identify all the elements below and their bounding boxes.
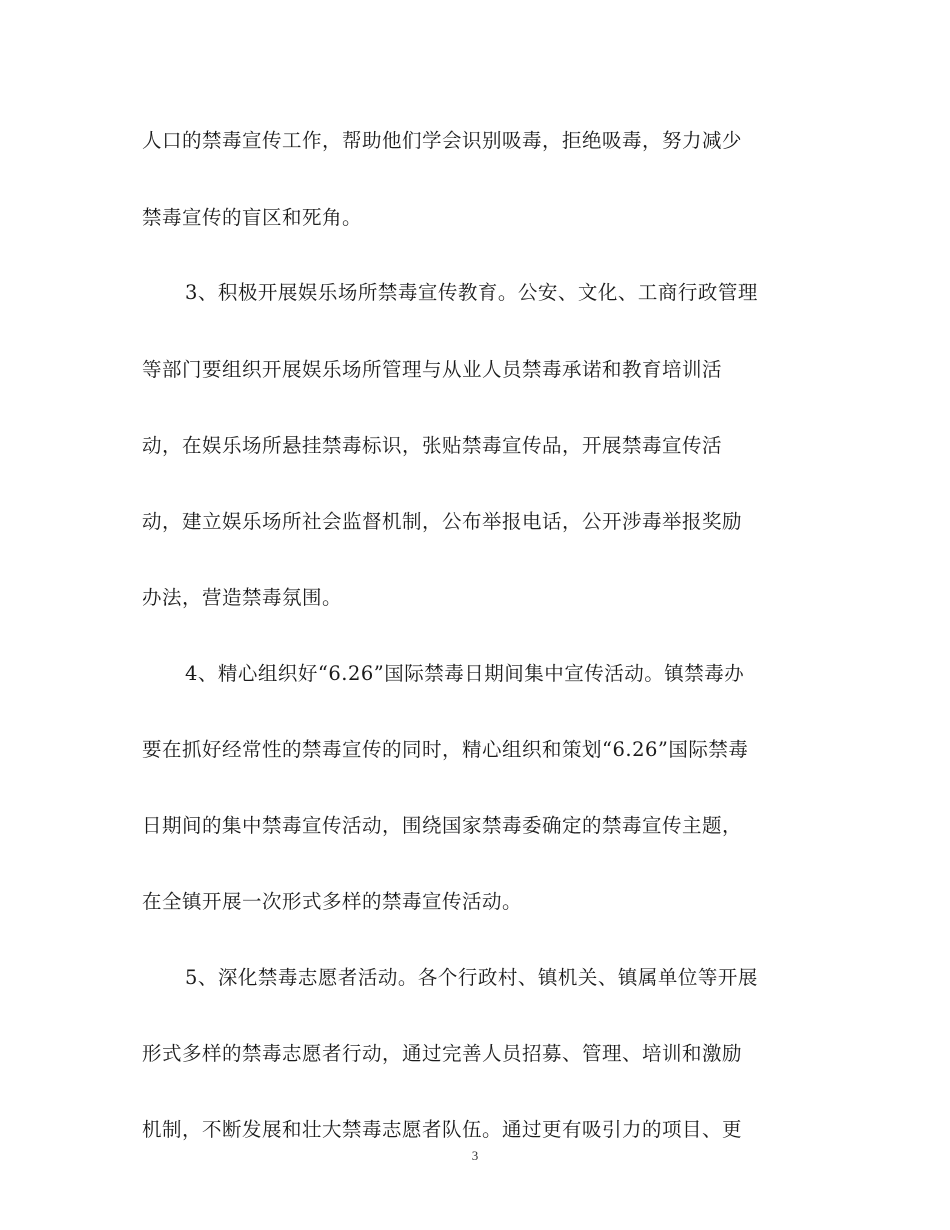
text-line: 动，建立娱乐场所社会监督机制，公布举报电话，公开涉毒举报奖励 [142, 510, 743, 533]
text-line: 动，在娱乐场所悬挂禁毒标识，张贴禁毒宣传品，开展禁毒宣传活 [142, 434, 723, 457]
text-line: 禁毒宣传的盲区和死角。 [142, 206, 363, 229]
text-line: 办法，营造禁毒氛围。 [142, 586, 343, 609]
paragraph-start-4: 4、精心组织好“6.26”国际禁毒日期间集中宣传活动。镇禁毒办 [185, 662, 745, 685]
text-line: 要在抓好经常性的禁毒宣传的同时，精心组织和策划“6.26”国际禁毒 [142, 738, 749, 761]
text-line: 日期间的集中禁毒宣传活动，围绕国家禁毒委确定的禁毒宣传主题， [142, 814, 743, 837]
page-number: 3 [471, 1148, 479, 1163]
text-line: 等部门要组织开展娱乐场所管理与从业人员禁毒承诺和教育培训活 [142, 358, 723, 381]
text-line: 人口的禁毒宣传工作，帮助他们学会识别吸毒，拒绝吸毒，努力减少 [142, 129, 743, 152]
paragraph-start-5: 5、深化禁毒志愿者活动。各个行政村、镇机关、镇属单位等开展 [185, 966, 758, 989]
text-line: 在全镇开展一次形式多样的禁毒宣传活动。 [142, 890, 523, 913]
text-line: 机制，不断发展和壮大禁毒志愿者队伍。通过更有吸引力的项目、更 [142, 1118, 743, 1141]
paragraph-start-3: 3、积极开展娱乐场所禁毒宣传教育。公安、文化、工商行政管理 [185, 281, 758, 304]
text-line: 形式多样的禁毒志愿者行动，通过完善人员招募、管理、培训和激励 [142, 1042, 743, 1065]
